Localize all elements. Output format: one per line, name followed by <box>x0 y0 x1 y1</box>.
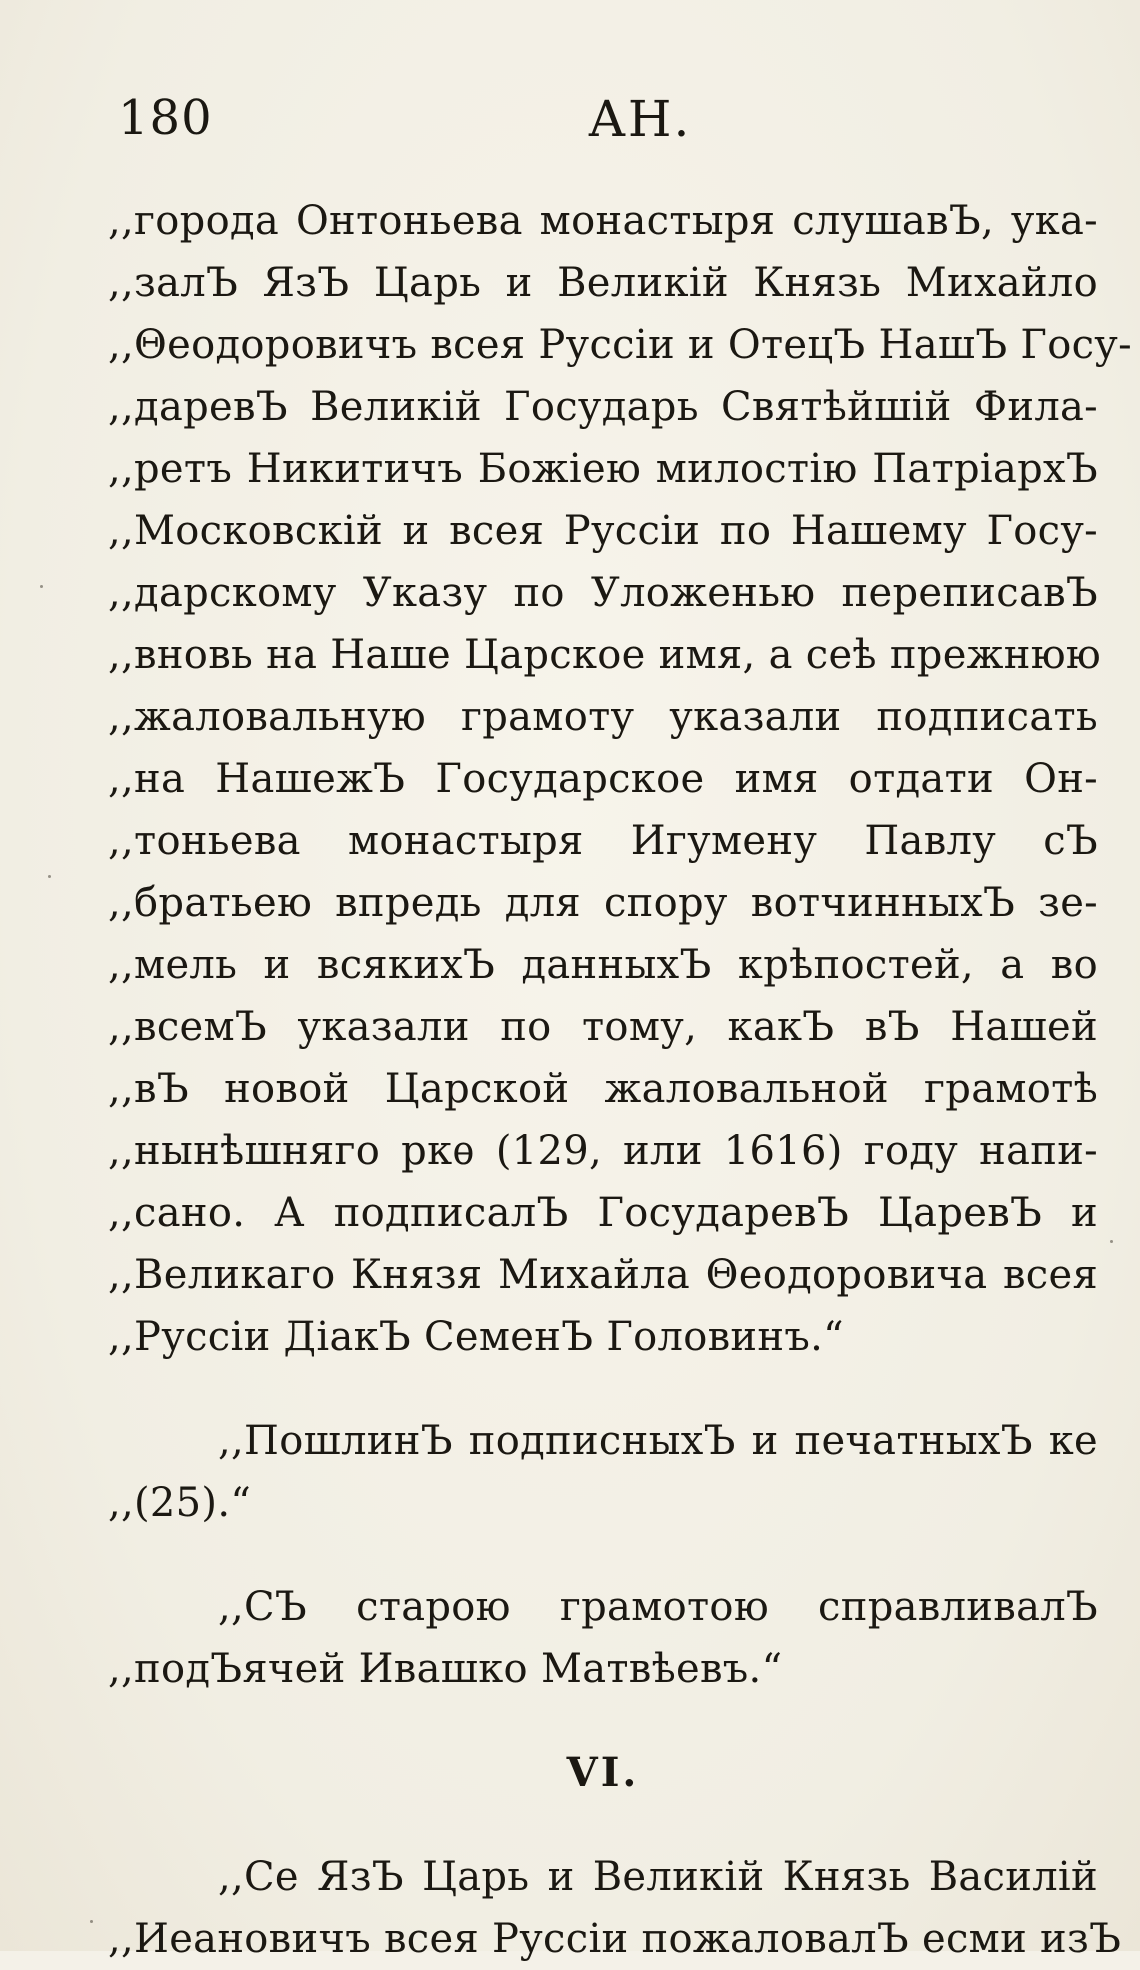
text-line: ,,вновь на Наше Царское имя, а сеѣ прежнюю <box>108 632 1101 678</box>
paragraph-gap <box>108 1700 1098 1742</box>
print-speck <box>1110 1240 1113 1243</box>
text-line: ,,дарскому Указу по Уложенью переписавЪ <box>108 570 1098 616</box>
text-line: ,,Иеановичъ всея Руссіи пожаловалЪ есми изЪ <box>108 1916 1122 1962</box>
text-line: ,,подЪячей Ивашко Матвѣевъ.“ <box>108 1646 783 1692</box>
page-header <box>118 78 1098 158</box>
text-line: ,,мель и всякихЪ данныхЪ крѣпостей, а во <box>108 942 1098 988</box>
paragraph-2 <box>108 1410 1098 1534</box>
text-line: ,,всемЪ указали по тому, какЪ вЪ Нашей <box>108 1004 1098 1050</box>
text-line: ,,вЪ новой Царской жаловальной грамотѣ <box>108 1066 1098 1112</box>
text-line: ,,города Онтоньева монастыря слушавЪ, ука- <box>108 198 1098 244</box>
text-line: ,,Московскій и всея Руссіи по Нашему Госу- <box>108 508 1098 554</box>
text-line: ,,СЪ старою грамотою справливалЪ <box>218 1584 1098 1630</box>
text-line: ,,ретъ Никитичъ Божіею милостію ПатріархЪ <box>108 446 1098 492</box>
text-line: ,,сано. А подписалЪ ГосударевЪ ЦаревЪ и <box>108 1190 1098 1236</box>
text-line: ,,на НашежЪ Государское имя отдати Он- <box>108 756 1098 802</box>
text-line: ,,залЪ ЯзЪ Царь и Великій Князь Михайло <box>108 260 1098 306</box>
text-line: ,,(25).“ <box>108 1480 252 1526</box>
paragraph-gap <box>108 1534 1098 1576</box>
text-line: ,,тоньева монастыря Игумену Павлу сЪ <box>108 818 1098 864</box>
body-text <box>108 190 1132 1970</box>
text-line: ,,братьею впредь для спору вотчинныхЪ зе- <box>108 880 1098 926</box>
paragraph-1 <box>108 190 1132 1368</box>
page-number: 180 <box>118 90 213 146</box>
section-heading: VI. <box>566 1749 640 1796</box>
text-line: ,,Великаго Князя Михайла Θеодоровича всея <box>108 1252 1098 1298</box>
print-speck <box>48 875 51 878</box>
text-line: ,,ПошлинЪ подписныхЪ и печатныхЪ ке <box>218 1418 1098 1464</box>
paragraph-gap <box>108 1368 1098 1410</box>
paragraph-4 <box>108 1846 1122 1970</box>
text-line: ,,Θеодоровичъ всея Руссіи и ОтецЪ НашЪ Госу- <box>108 322 1132 368</box>
text-line: ,,жаловальную грамоту указали подписать <box>108 694 1098 740</box>
running-head: АН. <box>588 90 692 148</box>
text-line: ,,Руссіи ДіакЪ СеменЪ Головинъ.“ <box>108 1314 844 1360</box>
text-line: ,,даревЪ Великій Государь Святѣйшій Фила- <box>108 384 1098 430</box>
paragraph-gap <box>108 1804 1098 1846</box>
text-line: ,,нынѣшняго ркѳ (129, или 1616) году напи- <box>108 1128 1098 1174</box>
paragraph-3 <box>108 1576 1098 1700</box>
text-line: ,,Се ЯзЪ Царь и Великій Князь Василій <box>218 1854 1098 1900</box>
print-speck <box>40 585 43 588</box>
print-speck <box>90 1920 93 1923</box>
